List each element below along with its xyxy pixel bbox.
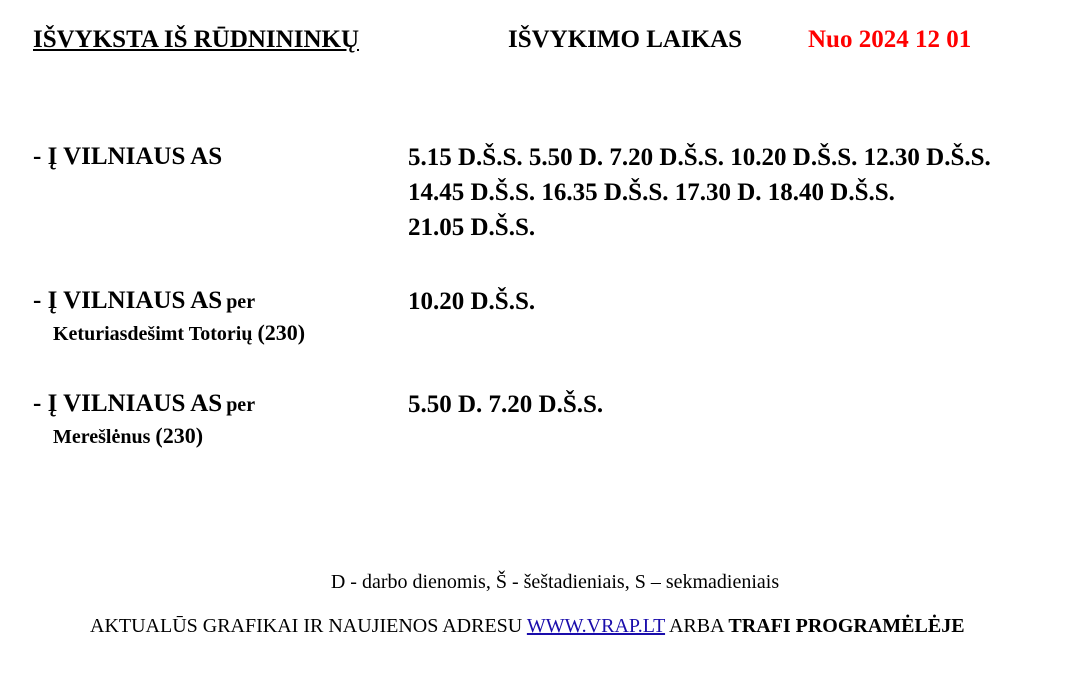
footer-prefix: AKTUALŪS GRAFIKAI IR NAUJIENOS ADRESU (90, 615, 527, 637)
route-via (53, 320, 305, 347)
valid-from-date: Nuo 2024 12 01 (808, 26, 972, 53)
route-times-line: 14.45 D.Š.S. 16.35 D.Š.S. 17.30 D. 18.40 D.Š.S. (408, 179, 895, 206)
route-destination (33, 389, 255, 450)
route-via (53, 423, 255, 450)
route-times-line: 21.05 D.Š.S. (408, 214, 536, 241)
route-number: (230) (257, 320, 306, 345)
route-times-line: 5.15 D.Š.S. 5.50 D. 7.20 D.Š.S. 10.20 D.Š.S. 12.30 D.Š.S. (408, 144, 991, 171)
route-times (408, 387, 603, 422)
route-number: (230) (155, 423, 204, 448)
route-times-line: 10.20 D.Š.S. (408, 288, 536, 315)
app-name: TRAFI PROGRAMĖLĖJE (728, 615, 965, 637)
route-times (408, 284, 535, 319)
route-destination (33, 142, 222, 172)
day-legend: D - darbo dienomis, Š - šeštadieniais, S – sekmadieniais (330, 571, 780, 593)
website-link[interactable]: WWW.VRAP.LT (526, 615, 666, 637)
route-times (408, 140, 991, 245)
route-via-name: Merešlėnus (53, 426, 151, 448)
page-title: IŠVYKSTA IŠ RŪDNININKŲ (33, 26, 360, 53)
route-destination (33, 286, 305, 347)
departure-time-heading: IŠVYKIMO LAIKAS (508, 26, 743, 53)
footer-middle: ARBA (665, 615, 729, 637)
route-destination-name: - Į VILNIAUS AS (33, 287, 223, 314)
route-via-name: Keturiasdešimt Totorių (53, 323, 253, 345)
footer-note (90, 615, 965, 638)
route-destination-name: - Į VILNIAUS AS (33, 143, 223, 170)
route-per-label: per (226, 291, 256, 313)
route-per-label: per (226, 394, 256, 416)
route-times-line: 5.50 D. 7.20 D.Š.S. (408, 391, 604, 418)
route-destination-name: - Į VILNIAUS AS (33, 390, 223, 417)
